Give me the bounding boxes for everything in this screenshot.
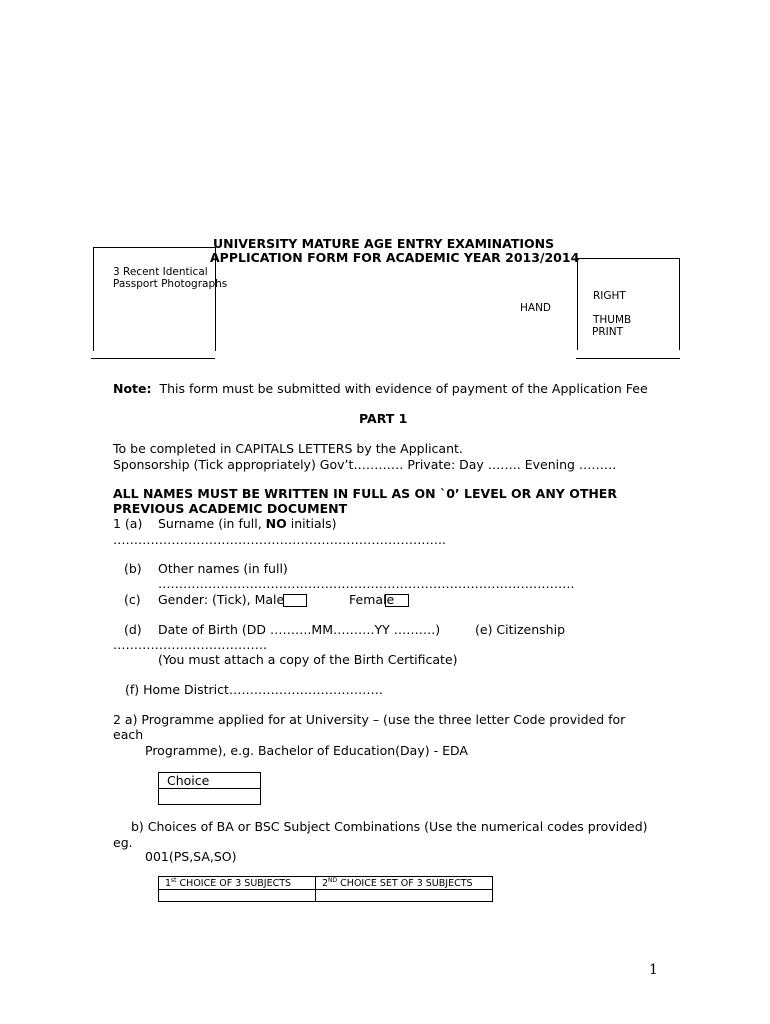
form-title-line2: APPLICATION FORM FOR ACADEMIC YEAR 2013/2014 bbox=[210, 250, 580, 265]
other-names-field[interactable]: ………………………………………………………………………………………. bbox=[158, 576, 575, 591]
first-choice-sup: st bbox=[171, 877, 177, 884]
note-text: This form must be submitted with evidence of payment of the Application Fee bbox=[159, 381, 648, 396]
first-choice-header bbox=[159, 877, 316, 890]
thumb-label-right: RIGHT bbox=[593, 290, 626, 302]
photo-box-top-border bbox=[93, 247, 215, 248]
programme-choice-header: Choice bbox=[159, 773, 261, 789]
thumb-label-hand: HAND bbox=[520, 302, 552, 314]
photo-box-label-line1: 3 Recent Identical bbox=[113, 266, 208, 278]
gender-male-checkbox[interactable] bbox=[283, 594, 307, 607]
q1a-label bbox=[158, 516, 337, 531]
thumb-label-thumb: THUMB bbox=[593, 314, 632, 326]
thumb-box-bottom-line bbox=[576, 358, 680, 359]
q2b-line1: b) Choices of BA or BSC Subject Combinations (Use the numerical codes provided) bbox=[131, 819, 648, 834]
q2b-line2: eg. bbox=[113, 835, 133, 850]
photo-box-label-line2: Passport Photographs bbox=[113, 278, 228, 290]
q1a-number: 1 (a) bbox=[113, 516, 143, 531]
surname-field[interactable]: …………………………………………………………………….. bbox=[113, 532, 446, 547]
note-line bbox=[113, 381, 648, 396]
names-heading-line2: PREVIOUS ACADEMIC DOCUMENT bbox=[113, 501, 348, 516]
q1d-number: (d) bbox=[124, 622, 142, 637]
home-district-field[interactable]: (f) Home District………………………………. bbox=[125, 682, 383, 697]
programme-choice-cell[interactable] bbox=[159, 789, 261, 805]
citizenship-label: (e) Citizenship bbox=[475, 622, 566, 637]
instructions-line1: To be completed in CAPITALS LETTERS by the Applicant. bbox=[113, 441, 463, 456]
q1c-number: (c) bbox=[124, 592, 141, 607]
thumb-box-top-border bbox=[577, 258, 679, 259]
first-choice-cell[interactable] bbox=[159, 890, 316, 902]
q1a-label-pre: Surname (in full, bbox=[158, 516, 266, 531]
second-choice-sup: ND bbox=[328, 877, 338, 884]
passport-photo-box bbox=[93, 247, 216, 351]
first-choice-num: 1 bbox=[165, 878, 172, 890]
date-of-birth-field[interactable]: Date of Birth (DD ……….MM……….YY ……….) bbox=[158, 622, 441, 637]
part-heading: PART 1 bbox=[359, 411, 408, 426]
second-choice-text: CHOICE SET OF 3 SUBJECTS bbox=[337, 878, 473, 890]
q1b-number: (b) bbox=[124, 561, 142, 576]
thumb-label-print: PRINT bbox=[592, 326, 623, 338]
second-choice-num: 2 bbox=[322, 878, 329, 890]
q1a-label-post: initials) bbox=[286, 516, 337, 531]
subject-choices-table bbox=[158, 876, 493, 902]
gender-female-label: Female bbox=[349, 592, 395, 607]
names-heading-line1: ALL NAMES MUST BE WRITTEN IN FULL AS ON `0’ LEVEL OR ANY OTHER bbox=[113, 486, 617, 501]
second-choice-cell[interactable] bbox=[316, 890, 493, 902]
q2a-line2: each bbox=[113, 727, 144, 742]
birth-certificate-note: (You must attach a copy of the Birth Certificate) bbox=[158, 652, 458, 667]
sponsorship-line: Sponsorship (Tick appropriately) Gov’t………… Private: Day …….. Evening ……… bbox=[113, 457, 617, 472]
q1b-label: Other names (in full) bbox=[158, 561, 288, 576]
photo-box-bottom-line bbox=[91, 358, 215, 359]
first-choice-text: CHOICE OF 3 SUBJECTS bbox=[176, 878, 292, 890]
second-choice-header bbox=[316, 877, 493, 890]
q2b-example: 001(PS,SA,SO) bbox=[145, 849, 237, 864]
gender-label: Gender: (Tick), Male bbox=[158, 592, 285, 607]
page-number: 1 bbox=[649, 962, 658, 978]
citizenship-field[interactable]: ………………………………. bbox=[113, 637, 267, 652]
gender-female-checkbox[interactable] bbox=[385, 594, 409, 607]
programme-choice-table bbox=[158, 772, 261, 805]
q2a-line1: 2 a) Programme applied for at University – (use the three letter Code provided for bbox=[113, 712, 626, 727]
note-label: Note: bbox=[113, 381, 152, 396]
q2a-line3: Programme), e.g. Bachelor of Education(Day) - EDA bbox=[145, 743, 468, 758]
q1a-label-bold: NO bbox=[265, 516, 287, 531]
form-title-line1: UNIVERSITY MATURE AGE ENTRY EXAMINATIONS bbox=[213, 236, 555, 251]
